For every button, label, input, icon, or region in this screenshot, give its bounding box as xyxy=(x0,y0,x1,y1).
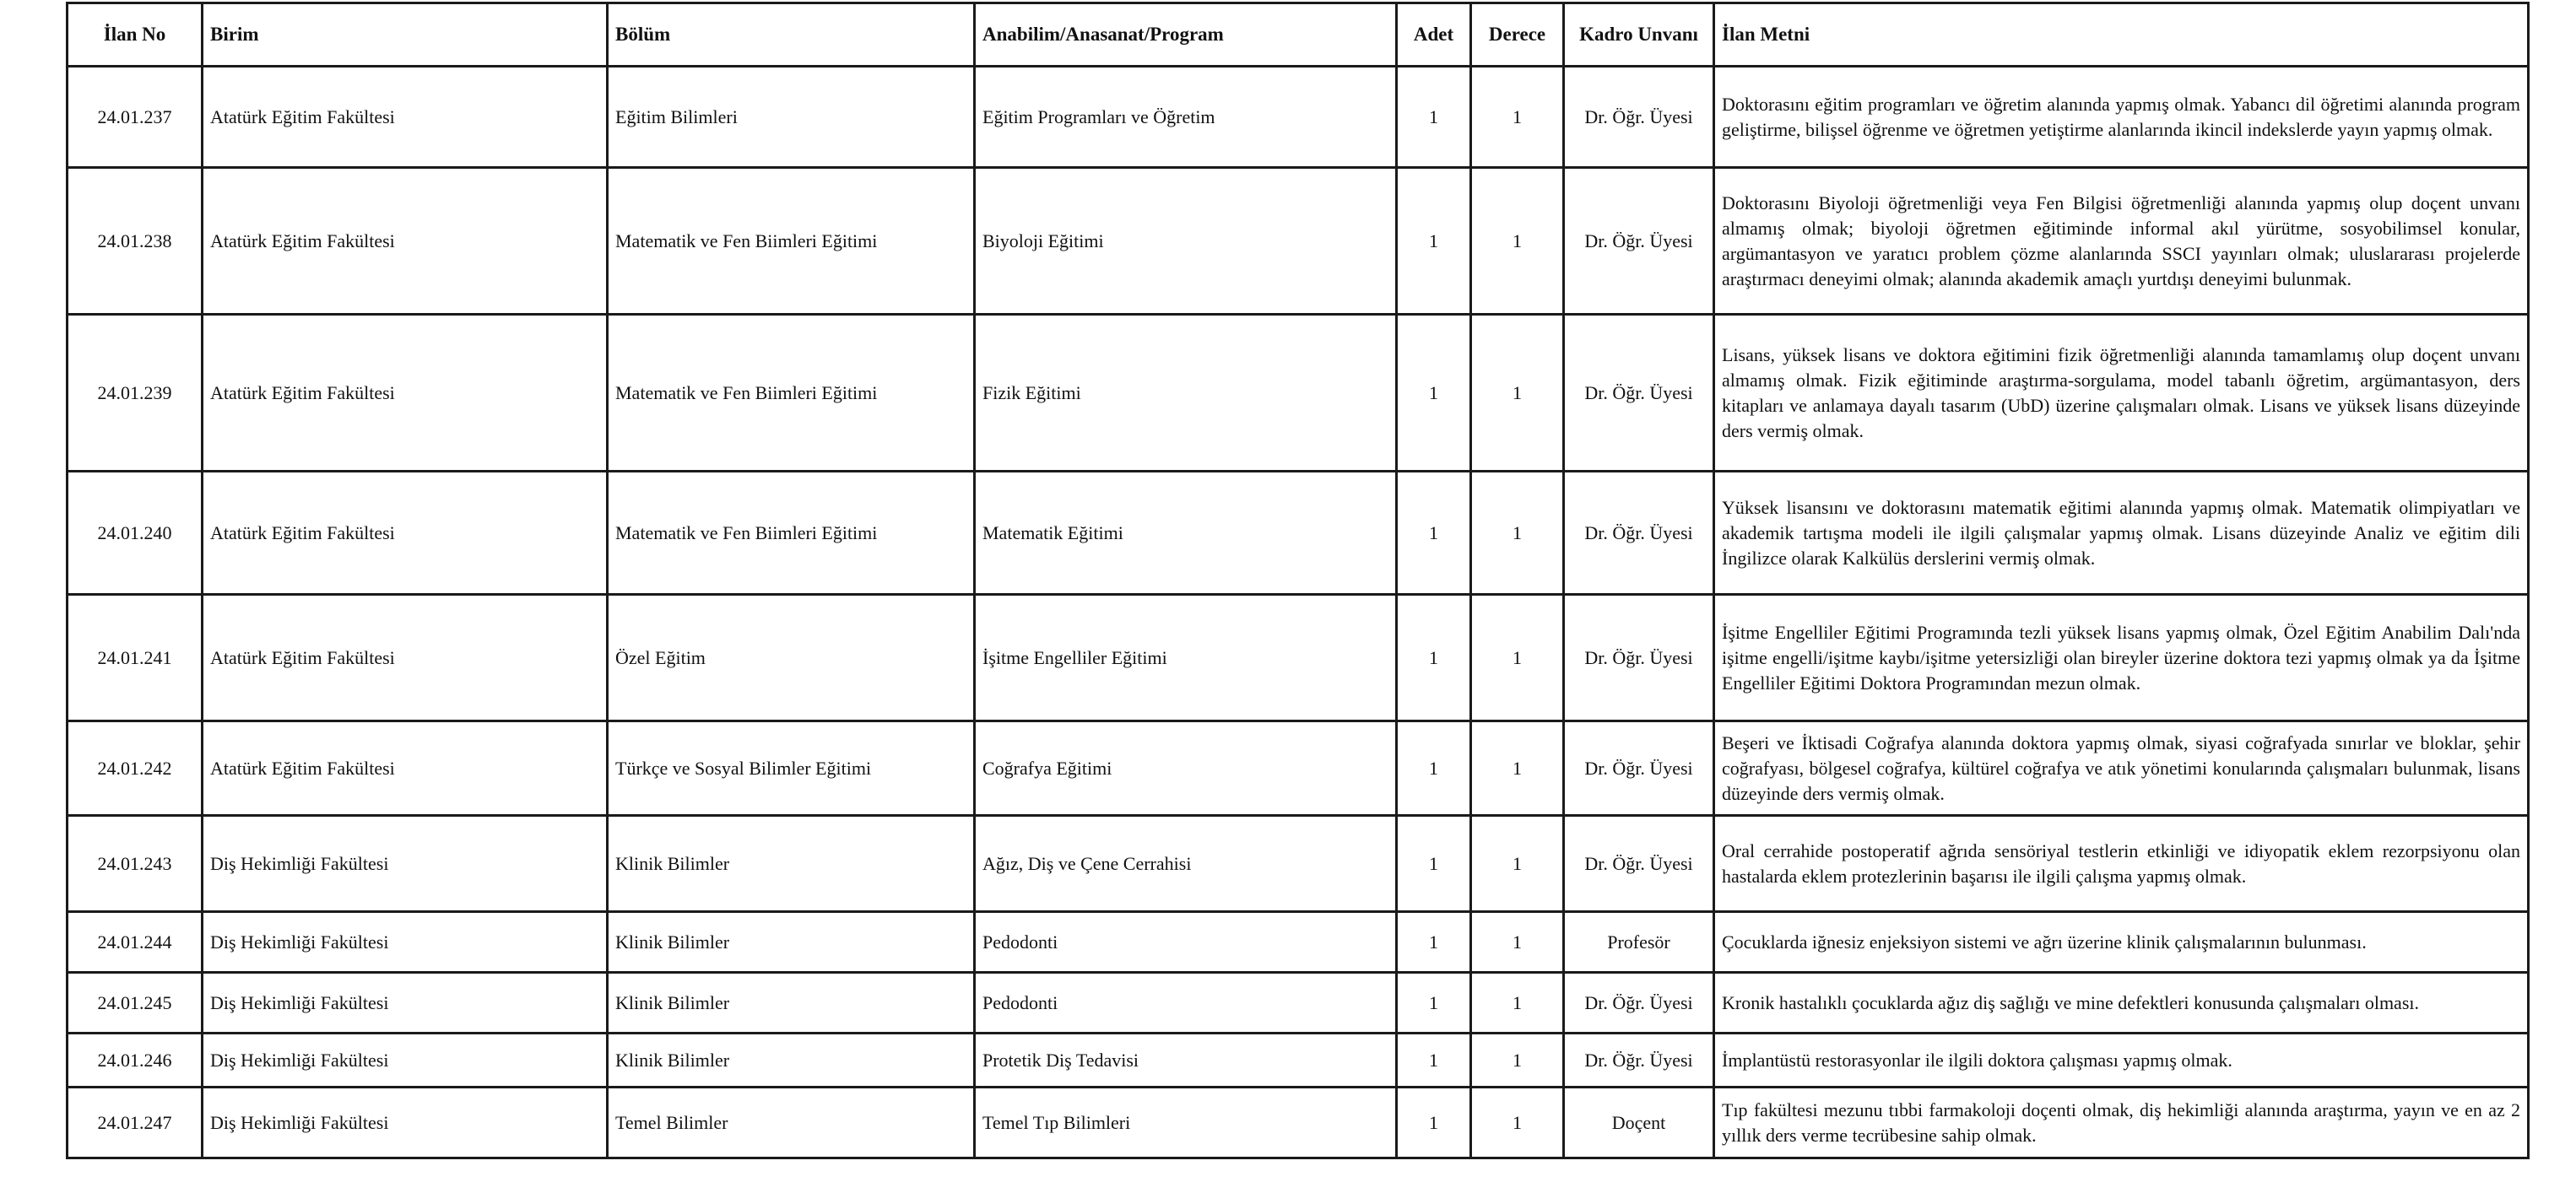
metin-cell: Doktorasını eğitim programları ve öğretim alanında yapmış olmak. Yabancı dil öğretimi alanında program geliştirme, bilişsel öğrenme ve öğretmen yetiştirme alanlarında ikincil indekslerde yayın yapmış olmak. xyxy=(1714,67,2529,168)
birim-cell: Atatürk Eğitim Fakültesi xyxy=(203,472,608,595)
bolum-cell: Matematik ve Fen Biimleri Eğitimi xyxy=(608,168,975,315)
birim-cell: Atatürk Eğitim Fakültesi xyxy=(203,315,608,472)
ilan-no-cell: 24.01.245 xyxy=(68,973,203,1034)
derece-cell: 1 xyxy=(1471,315,1564,472)
birim-cell: Diş Hekimliği Fakültesi xyxy=(203,973,608,1034)
ilan-no-cell: 24.01.247 xyxy=(68,1088,203,1158)
header-ilan-no: İlan No xyxy=(68,3,203,67)
kadro-cell: Dr. Öğr. Üyesi xyxy=(1564,816,1714,912)
birim-cell: Atatürk Eğitim Fakültesi xyxy=(203,595,608,721)
ilan-no-cell: 24.01.244 xyxy=(68,912,203,973)
metin-cell: İşitme Engelliler Eğitimi Programında tezli yüksek lisans yapmış olmak, Özel Eğitim Anabilim Dalı'nda işitme engelli/işitme kaybı/işitme yetersizliği olan bireyler üzerine doktora tezi yapmış olmak ya da İşitme Engelliler Eğitimi Doktora Programından mezun olmak. xyxy=(1714,595,2529,721)
kadro-cell: Dr. Öğr. Üyesi xyxy=(1564,67,1714,168)
bolum-cell: Klinik Bilimler xyxy=(608,1034,975,1088)
adet-cell: 1 xyxy=(1397,973,1471,1034)
ilan-no-cell: 24.01.240 xyxy=(68,472,203,595)
table-row xyxy=(68,1088,2529,1158)
derece-cell: 1 xyxy=(1471,472,1564,595)
bolum-cell: Klinik Bilimler xyxy=(608,973,975,1034)
adet-cell: 1 xyxy=(1397,1034,1471,1088)
header-bolum: Bölüm xyxy=(608,3,975,67)
metin-cell: İmplantüstü restorasyonlar ile ilgili doktora çalışması yapmış olmak. xyxy=(1714,1034,2529,1088)
metin-cell: Çocuklarda iğnesiz enjeksiyon sistemi ve ağrı üzerine klinik çalışmalarının bulunması. xyxy=(1714,912,2529,973)
metin-cell: Oral cerrahide postoperatif ağrıda sensöriyal testlerin etkinliği ve idiyopatik eklem rezorpsiyonu olan hastalarda eklem protezlerinin başarısı ile ilgili çalışma yapmış olmak. xyxy=(1714,816,2529,912)
bolum-cell: Matematik ve Fen Biimleri Eğitimi xyxy=(608,472,975,595)
kadro-cell: Dr. Öğr. Üyesi xyxy=(1564,472,1714,595)
anabilim-cell: Ağız, Diş ve Çene Cerrahisi xyxy=(975,816,1397,912)
ilan-no-cell: 24.01.237 xyxy=(68,67,203,168)
anabilim-cell: Protetik Diş Tedavisi xyxy=(975,1034,1397,1088)
header-derece: Derece xyxy=(1471,3,1564,67)
derece-cell: 1 xyxy=(1471,595,1564,721)
table-row xyxy=(68,472,2529,595)
kadro-cell: Dr. Öğr. Üyesi xyxy=(1564,1034,1714,1088)
adet-cell: 1 xyxy=(1397,168,1471,315)
derece-cell: 1 xyxy=(1471,168,1564,315)
metin-cell: Doktorasını Biyoloji öğretmenliği veya Fen Bilgisi öğretmenliği alanında yapmış olup doçent unvanı almamış olmak; biyoloji öğretmen eğitiminde informal akıl yürütme, sosyobilimsel konular, argümantasyon ve yaratıcı problem çözme alanlarında SSCI yayınları olmak; uluslararası projelerde araştırmacı deneyimi olmak; alanında akademik amaçlı yurtdışı deneyimi bulunmak. xyxy=(1714,168,2529,315)
kadro-cell: Dr. Öğr. Üyesi xyxy=(1564,595,1714,721)
adet-cell: 1 xyxy=(1397,472,1471,595)
bolum-cell: Türkçe ve Sosyal Bilimler Eğitimi xyxy=(608,721,975,816)
table-row xyxy=(68,816,2529,912)
adet-cell: 1 xyxy=(1397,1088,1471,1158)
ilan-no-cell: 24.01.239 xyxy=(68,315,203,472)
adet-cell: 1 xyxy=(1397,315,1471,472)
derece-cell: 1 xyxy=(1471,816,1564,912)
table-row xyxy=(68,912,2529,973)
birim-cell: Atatürk Eğitim Fakültesi xyxy=(203,721,608,816)
metin-cell: Yüksek lisansını ve doktorasını matematik eğitimi alanında yapmış olmak. Matematik olimpiyatları ve akademik tartışma modeli ile ilgili çalışmalar yapmış olmak. Lisans düzeyinde Analiz ve eğitim dili İngilizce olarak Kalkülüs derslerini vermiş olmak. xyxy=(1714,472,2529,595)
kadro-cell: Dr. Öğr. Üyesi xyxy=(1564,973,1714,1034)
kadro-cell: Dr. Öğr. Üyesi xyxy=(1564,315,1714,472)
birim-cell: Diş Hekimliği Fakültesi xyxy=(203,1034,608,1088)
header-birim: Birim xyxy=(203,3,608,67)
header-kadro: Kadro Unvanı xyxy=(1564,3,1714,67)
kadro-cell: Dr. Öğr. Üyesi xyxy=(1564,721,1714,816)
derece-cell: 1 xyxy=(1471,973,1564,1034)
bolum-cell: Klinik Bilimler xyxy=(608,912,975,973)
header-row xyxy=(68,3,2529,67)
table-row xyxy=(68,315,2529,472)
header-anabilim: Anabilim/Anasanat/Program xyxy=(975,3,1397,67)
table-row xyxy=(68,1034,2529,1088)
anabilim-cell: Pedodonti xyxy=(975,912,1397,973)
announcement-table xyxy=(66,2,2530,1159)
birim-cell: Atatürk Eğitim Fakültesi xyxy=(203,168,608,315)
metin-cell: Kronik hastalıklı çocuklarda ağız diş sağlığı ve mine defektleri konusunda çalışmaları olması. xyxy=(1714,973,2529,1034)
header-metin: İlan Metni xyxy=(1714,3,2529,67)
anabilim-cell: Coğrafya Eğitimi xyxy=(975,721,1397,816)
derece-cell: 1 xyxy=(1471,1088,1564,1158)
anabilim-cell: Pedodonti xyxy=(975,973,1397,1034)
ilan-no-cell: 24.01.242 xyxy=(68,721,203,816)
anabilim-cell: Eğitim Programları ve Öğretim xyxy=(975,67,1397,168)
adet-cell: 1 xyxy=(1397,67,1471,168)
header-adet: Adet xyxy=(1397,3,1471,67)
metin-cell: Lisans, yüksek lisans ve doktora eğitimini fizik öğretmenliği alanında tamamlamış olup doçent unvanı almamış olmak. Fizik eğitiminde araştırma-sorgulama, model tabanlı öğretim, argümantasyon, ders kitapları ve anlamaya dayalı tasarım (UbD) üzerine çalışmaları olmak. Lisans ve yüksek lisans düzeyinde ders vermiş olmak. xyxy=(1714,315,2529,472)
ilan-no-cell: 24.01.243 xyxy=(68,816,203,912)
table-row xyxy=(68,67,2529,168)
ilan-no-cell: 24.01.246 xyxy=(68,1034,203,1088)
table-row xyxy=(68,973,2529,1034)
table-row xyxy=(68,721,2529,816)
derece-cell: 1 xyxy=(1471,721,1564,816)
ilan-no-cell: 24.01.238 xyxy=(68,168,203,315)
derece-cell: 1 xyxy=(1471,67,1564,168)
table-row xyxy=(68,168,2529,315)
birim-cell: Diş Hekimliği Fakültesi xyxy=(203,912,608,973)
derece-cell: 1 xyxy=(1471,912,1564,973)
kadro-cell: Profesör xyxy=(1564,912,1714,973)
anabilim-cell: Fizik Eğitimi xyxy=(975,315,1397,472)
birim-cell: Diş Hekimliği Fakültesi xyxy=(203,816,608,912)
anabilim-cell: Matematik Eğitimi xyxy=(975,472,1397,595)
adet-cell: 1 xyxy=(1397,721,1471,816)
ilan-no-cell: 24.01.241 xyxy=(68,595,203,721)
bolum-cell: Temel Bilimler xyxy=(608,1088,975,1158)
anabilim-cell: İşitme Engelliler Eğitimi xyxy=(975,595,1397,721)
bolum-cell: Matematik ve Fen Biimleri Eğitimi xyxy=(608,315,975,472)
anabilim-cell: Temel Tıp Bilimleri xyxy=(975,1088,1397,1158)
derece-cell: 1 xyxy=(1471,1034,1564,1088)
kadro-cell: Dr. Öğr. Üyesi xyxy=(1564,168,1714,315)
kadro-cell: Doçent xyxy=(1564,1088,1714,1158)
announcement-sheet xyxy=(66,2,2527,1159)
table-row xyxy=(68,595,2529,721)
birim-cell: Diş Hekimliği Fakültesi xyxy=(203,1088,608,1158)
birim-cell: Atatürk Eğitim Fakültesi xyxy=(203,67,608,168)
adet-cell: 1 xyxy=(1397,816,1471,912)
metin-cell: Beşeri ve İktisadi Coğrafya alanında doktora yapmış olmak, siyasi coğrafyada sınırlar ve bloklar, şehir coğrafyası, bölgesel coğrafya, kültürel coğrafya ve atık yönetimi konularında çalışmaları bulunmak, lisans düzeyinde ders vermiş olmak. xyxy=(1714,721,2529,816)
metin-cell: Tıp fakültesi mezunu tıbbi farmakoloji doçenti olmak, diş hekimliği alanında araştırma, yayın ve en az 2 yıllık ders verme tecrübesine sahip olmak. xyxy=(1714,1088,2529,1158)
bolum-cell: Klinik Bilimler xyxy=(608,816,975,912)
bolum-cell: Eğitim Bilimleri xyxy=(608,67,975,168)
anabilim-cell: Biyoloji Eğitimi xyxy=(975,168,1397,315)
bolum-cell: Özel Eğitim xyxy=(608,595,975,721)
adet-cell: 1 xyxy=(1397,595,1471,721)
adet-cell: 1 xyxy=(1397,912,1471,973)
